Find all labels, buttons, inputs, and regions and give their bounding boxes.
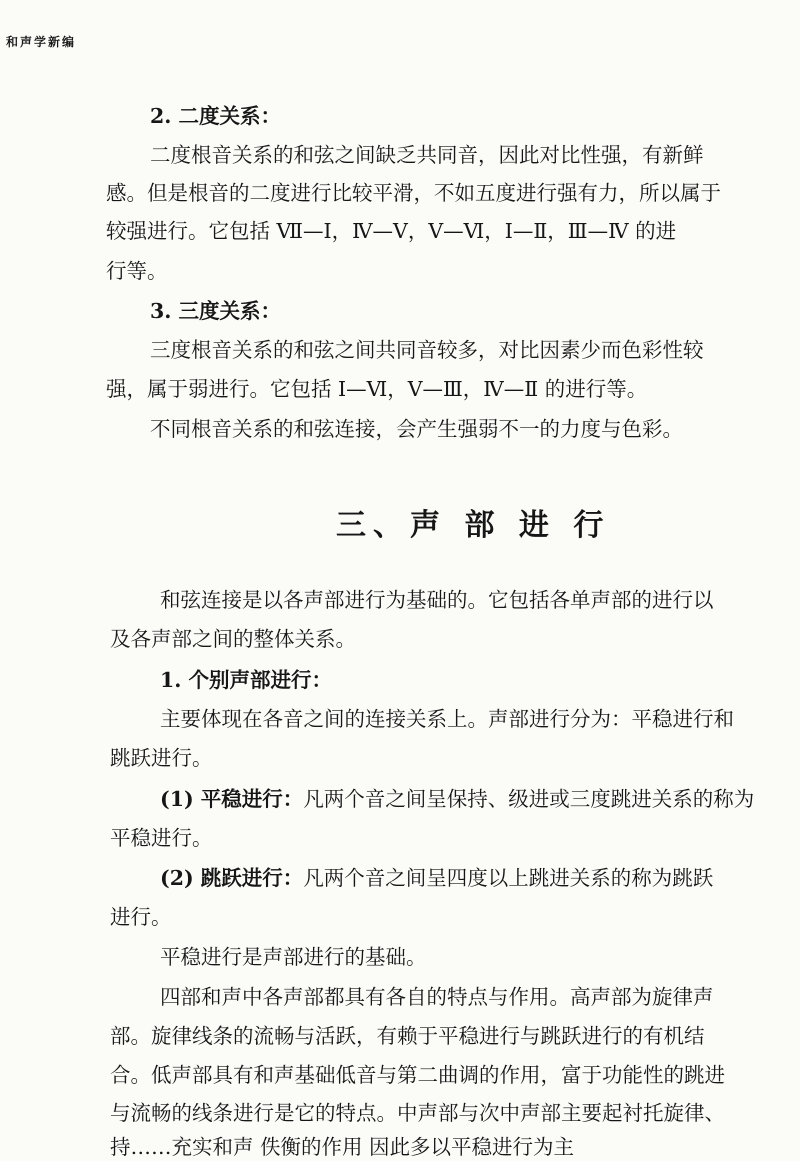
section-2-line-3: 较强进行。它包括 Ⅶ—Ⅰ，Ⅳ—Ⅴ，Ⅴ—Ⅵ，Ⅰ—Ⅱ，Ⅲ—Ⅳ 的进	[106, 219, 677, 243]
paragraph-line-4: 与流畅的线条进行是它的特点。中声部与次中声部主要起衬托旋律、	[110, 1101, 725, 1125]
item-1-text: 凡两个音之间呈保持、级进或三度跳进关系的称为	[303, 787, 755, 811]
item-2-continuation: 进行。	[110, 905, 172, 929]
paragraph-line-1: 四部和声中各声部都具有各自的特点与作用。高声部为旋律声	[160, 985, 714, 1009]
paragraph-line-2: 部。旋律线条的流畅与活跃，有赖于平稳进行与跳跃进行的有机结	[110, 1024, 705, 1048]
chapter-title: 三、声 部 进 行	[336, 508, 611, 543]
section-2-line-1: 二度根音关系的和弦之间缺乏共同音，因此对比性强，有新鲜	[150, 143, 704, 167]
section-2-line-4: 行等。	[106, 259, 168, 283]
section-3-heading: 3. 三度关系：	[150, 299, 282, 323]
subsection-1-line-1: 主要体现在各音之间的连接关系上。声部进行分为：平稳进行和	[160, 707, 734, 731]
item-2-text: 凡两个音之间呈四度以上跳进关系的称为跳跃	[303, 866, 714, 890]
intro-line-2: 及各声部之间的整体关系。	[110, 627, 356, 651]
intro-line-1: 和弦连接是以各声部进行为基础的。它包括各单声部的进行以	[160, 588, 714, 612]
basis-sentence: 平稳进行是声部进行的基础。	[160, 945, 427, 969]
item-2-label: (2) 跳跃进行：	[160, 866, 304, 890]
running-header: 和声学新编	[6, 35, 77, 49]
section-3-line-3: 不同根音关系的和弦连接，会产生强弱不一的力度与色彩。	[150, 417, 683, 441]
paragraph-line-5: 持……充实和声 佚衡的作用 因此多以平稳进行为主	[110, 1135, 575, 1159]
section-3-line-2: 强，属于弱进行。它包括 Ⅰ—Ⅵ，Ⅴ—Ⅲ，Ⅳ—Ⅱ 的进行等。	[106, 377, 648, 401]
section-2-line-2: 感。但是根音的二度进行比较平滑，不如五度进行强有力，所以属于	[106, 181, 721, 205]
subsection-1-heading: 1. 个别声部进行：	[160, 668, 333, 692]
section-3-line-1: 三度根音关系的和弦之间共同音较多，对比因素少而色彩性较	[150, 338, 704, 362]
item-1	[160, 785, 754, 813]
section-2-heading: 2. 二度关系：	[150, 104, 282, 128]
item-1-continuation: 平稳进行。	[110, 826, 213, 850]
item-2	[160, 864, 713, 892]
item-1-label: (1) 平稳进行：	[160, 787, 304, 811]
paragraph-line-3: 合。低声部具有和声基础低音与第二曲调的作用，富于功能性的跳进	[110, 1063, 725, 1087]
subsection-1-line-2: 跳跃进行。	[110, 746, 213, 770]
